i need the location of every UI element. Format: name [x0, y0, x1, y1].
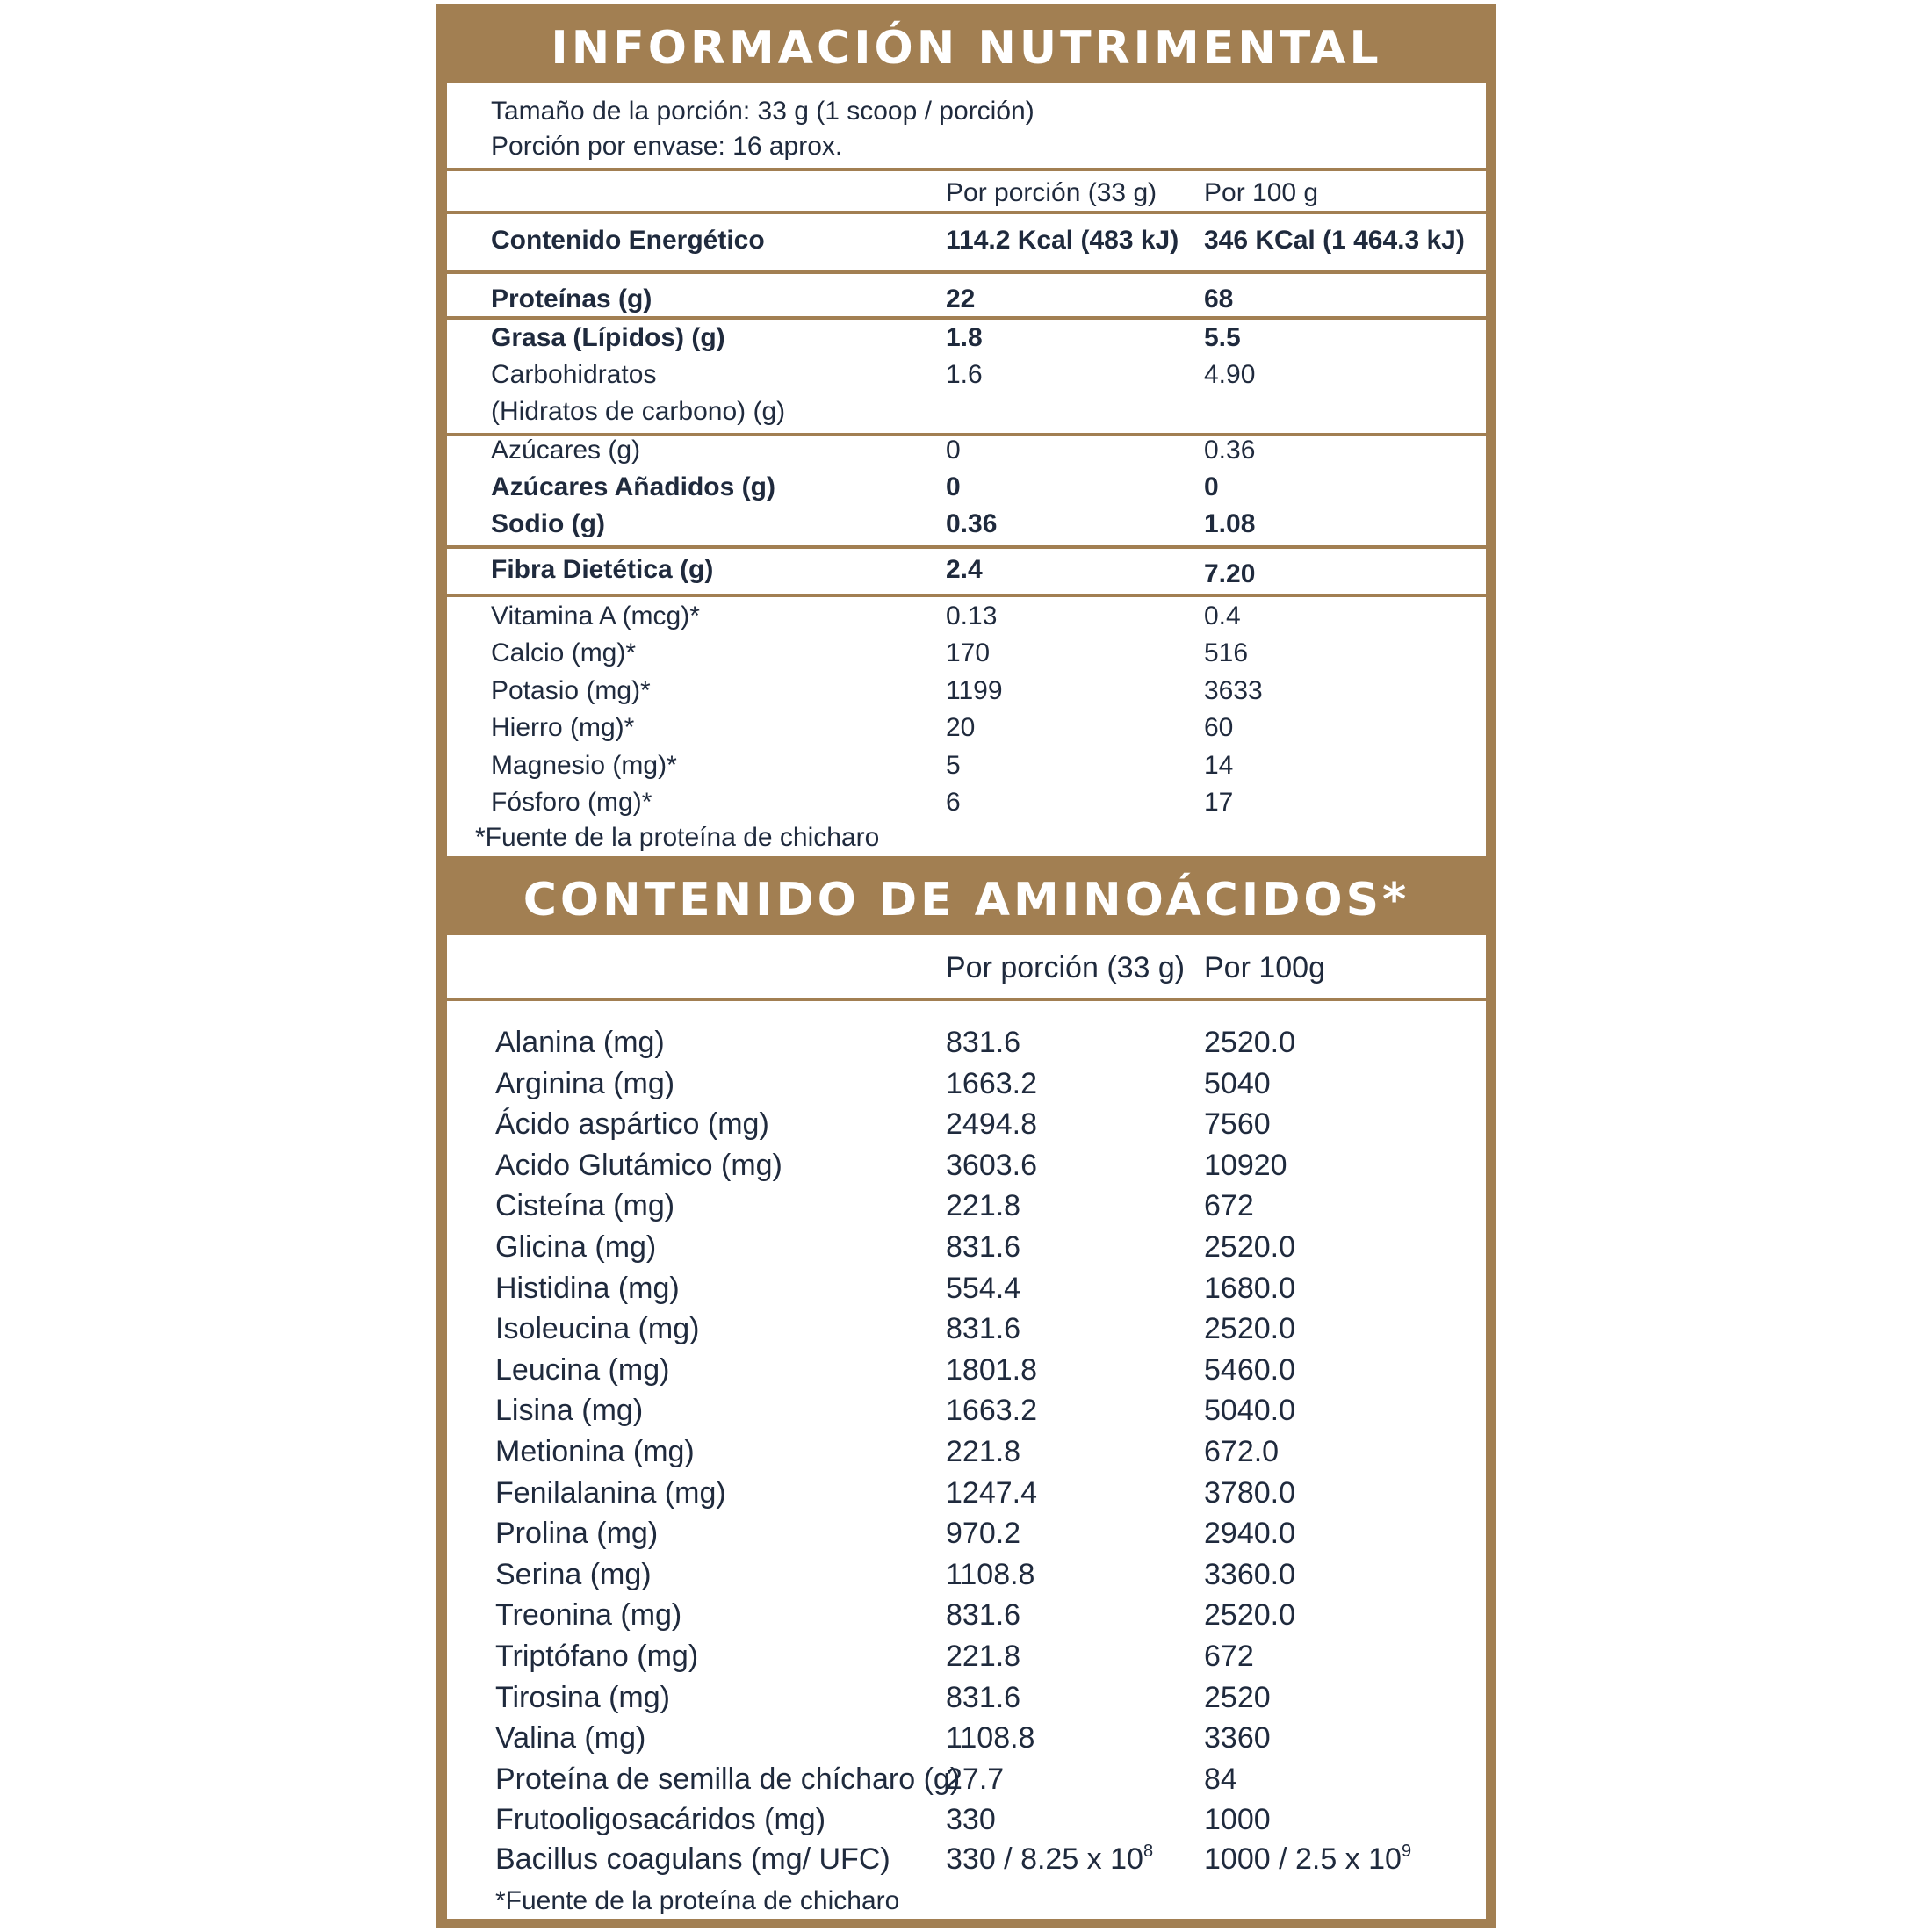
amino-name: Leucina (mg): [495, 1352, 670, 1387]
amino-per-100: 2520.0: [1204, 1026, 1295, 1059]
row-per-serving: 22: [946, 285, 976, 314]
row-per-100: 0.36: [1204, 436, 1256, 465]
row-per-100: 17: [1204, 788, 1234, 817]
amino-per-100: 1680.0: [1204, 1271, 1295, 1305]
amino-per-100: 2520.0: [1204, 1312, 1295, 1346]
amino-per-100: 672: [1204, 1640, 1254, 1673]
energy-label: Contenido Energético: [491, 226, 765, 255]
divider: [447, 211, 1486, 214]
row-per-serving: 0.36: [946, 509, 998, 538]
amino-name: Frutooligosacáridos (mg): [495, 1803, 826, 1837]
col-header-per-100: Por 100g: [1204, 951, 1325, 984]
row-label: Magnesio (mg)*: [491, 751, 677, 780]
row-label: Fósforo (mg)*: [491, 788, 652, 817]
row-per-100: 516: [1204, 638, 1249, 667]
amino-per-100: 3780.0: [1204, 1475, 1295, 1510]
amino-per-serving: 1108.8: [946, 1721, 1035, 1755]
amino-per-100: 1000: [1204, 1803, 1271, 1837]
amino-name: Proteína de semilla de chícharo (g): [495, 1762, 961, 1796]
row-per-100: 68: [1204, 285, 1234, 314]
nutrition-footnote: *Fuente de la proteína de chicharo: [475, 823, 880, 852]
amino-name: Valina (mg): [495, 1721, 646, 1755]
row-per-serving: 0: [946, 436, 961, 465]
amino-per-serving: 831.6: [946, 1026, 1021, 1059]
row-label: Carbohidratos: [491, 360, 657, 389]
amino-per-serving: 831.6: [946, 1230, 1021, 1264]
amino-name: Histidina (mg): [495, 1271, 680, 1305]
row-label: Calcio (mg)*: [491, 638, 637, 667]
nutrition-table: [447, 83, 1486, 856]
amino-per-100: 5460.0: [1204, 1352, 1295, 1387]
amino-per-100: 2520.0: [1204, 1598, 1295, 1633]
amino-per-serving: 831.6: [946, 1598, 1021, 1633]
amino-per-serving: 1663.2: [946, 1066, 1037, 1100]
amino-name: Ácido aspártico (mg): [495, 1107, 769, 1142]
col-header-per-serving: Por porción (33 g): [946, 178, 1157, 207]
row-label: Hierro (mg)*: [491, 713, 635, 742]
divider: [447, 594, 1486, 597]
row-label: Vitamina A (mcg)*: [491, 602, 700, 631]
amino-per-100: 7560: [1204, 1107, 1271, 1142]
row-per-100: 0.4: [1204, 602, 1241, 631]
amino-per-serving: 27.7: [946, 1762, 1005, 1796]
amino-name: Alanina (mg): [495, 1026, 665, 1059]
amino-per-100: 3360.0: [1204, 1557, 1295, 1591]
servings-per-container: Porción por envase: 16 aprox.: [491, 132, 843, 161]
amino-per-100: 672.0: [1204, 1435, 1280, 1468]
energy-per-serving: 114.2 Kcal (483 kJ): [946, 226, 1179, 255]
amino-title: CONTENIDO DE AMINOÁCIDOS*: [523, 874, 1410, 926]
amino-per-serving: 221.8: [946, 1189, 1021, 1223]
row-per-100: 60: [1204, 713, 1234, 742]
divider: [447, 168, 1486, 171]
row-per-serving: 6: [946, 788, 961, 817]
amino-per-100: 2520.0: [1204, 1230, 1295, 1264]
amino-per-serving: 1247.4: [946, 1475, 1037, 1510]
row-per-100: 1.08: [1204, 509, 1256, 538]
amino-per-serving: 1108.8: [946, 1557, 1035, 1591]
row-per-serving: 1.6: [946, 360, 983, 389]
amino-footnote: *Fuente de la proteína de chicharo: [495, 1886, 900, 1915]
row-label: Fibra Dietética (g): [491, 555, 714, 584]
amino-name: Arginina (mg): [495, 1066, 675, 1100]
row-per-100: 7.20: [1204, 559, 1256, 588]
amino-table: [447, 935, 1486, 1919]
amino-name: Prolina (mg): [495, 1517, 659, 1551]
divider: [447, 998, 1486, 1001]
divider: [447, 545, 1486, 549]
row-per-100: 3633: [1204, 676, 1263, 705]
row-label: Azúcares Añadidos (g): [491, 472, 775, 501]
amino-per-100: 1000 / 2.5 x $10^9$: [1204, 1842, 1412, 1876]
row-label: Azúcares (g): [491, 436, 641, 465]
amino-per-serving: 831.6: [946, 1680, 1021, 1714]
amino-per-100: 10920: [1204, 1148, 1287, 1182]
amino-per-100: 5040.0: [1204, 1394, 1295, 1428]
serving-size: Tamaño de la porción: 33 g (1 scoop / porción): [491, 97, 1034, 126]
amino-per-serving: 2494.8: [946, 1107, 1037, 1142]
amino-per-100: 2940.0: [1204, 1517, 1295, 1551]
row-label-continued: (Hidratos de carbono) (g): [491, 397, 786, 426]
divider: [447, 316, 1486, 320]
amino-per-serving: 1801.8: [946, 1352, 1037, 1387]
amino-per-100: 3360: [1204, 1721, 1271, 1755]
row-label: Potasio (mg)*: [491, 676, 651, 705]
amino-per-serving: 221.8: [946, 1435, 1021, 1468]
row-per-serving: 2.4: [946, 555, 983, 584]
row-per-100: 0: [1204, 472, 1219, 501]
amino-per-100: 2520: [1204, 1680, 1271, 1714]
row-label: Grasa (Lípidos) (g): [491, 323, 725, 352]
row-per-serving: 1199: [946, 676, 1003, 705]
nutrition-label: [436, 4, 1496, 1928]
amino-per-100: 5040: [1204, 1066, 1271, 1100]
row-per-serving: 0.13: [946, 602, 998, 631]
row-per-100: 4.90: [1204, 360, 1256, 389]
amino-name: Serina (mg): [495, 1557, 652, 1591]
amino-name: Fenilalanina (mg): [495, 1475, 726, 1510]
amino-name: Acido Glutámico (mg): [495, 1148, 782, 1182]
amino-name: Glicina (mg): [495, 1230, 657, 1264]
row-per-serving: 170: [946, 638, 991, 667]
row-label: Sodio (g): [491, 509, 605, 538]
amino-name: Metionina (mg): [495, 1435, 695, 1468]
amino-per-serving: 1663.2: [946, 1394, 1037, 1428]
amino-per-serving: 3603.6: [946, 1148, 1037, 1182]
amino-name: Treonina (mg): [495, 1598, 682, 1633]
amino-per-serving: 221.8: [946, 1640, 1021, 1673]
amino-per-serving: 330 / 8.25 x $10^8$: [946, 1842, 1154, 1876]
amino-per-serving: 970.2: [946, 1517, 1021, 1551]
col-header-per-serving: Por porción (33 g): [946, 951, 1186, 984]
row-per-serving: 5: [946, 751, 961, 780]
amino-per-100: 84: [1204, 1762, 1237, 1796]
row-per-100: 14: [1204, 751, 1234, 780]
amino-per-serving: 330: [946, 1803, 996, 1837]
row-per-serving: 0: [946, 472, 961, 501]
amino-name: Lisina (mg): [495, 1394, 644, 1428]
energy-per-100: 346 KCal (1 464.3 kJ): [1204, 226, 1465, 255]
nutrition-title: INFORMACIÓN NUTRIMENTAL: [551, 22, 1382, 75]
amino-name: Bacillus coagulans (mg/ UFC): [495, 1842, 890, 1876]
row-per-100: 5.5: [1204, 323, 1241, 352]
row-per-serving: 1.8: [946, 323, 983, 352]
divider: [447, 270, 1486, 274]
amino-per-serving: 554.4: [946, 1271, 1021, 1305]
row-per-serving: 20: [946, 713, 976, 742]
amino-name: Triptófano (mg): [495, 1640, 699, 1673]
amino-per-100: 672: [1204, 1189, 1254, 1223]
amino-name: Cisteína (mg): [495, 1189, 675, 1223]
row-label: Proteínas (g): [491, 285, 652, 314]
col-header-per-100: Por 100 g: [1204, 178, 1319, 207]
amino-name: Tirosina (mg): [495, 1680, 670, 1714]
amino-name: Isoleucina (mg): [495, 1312, 700, 1346]
amino-per-serving: 831.6: [946, 1312, 1021, 1346]
